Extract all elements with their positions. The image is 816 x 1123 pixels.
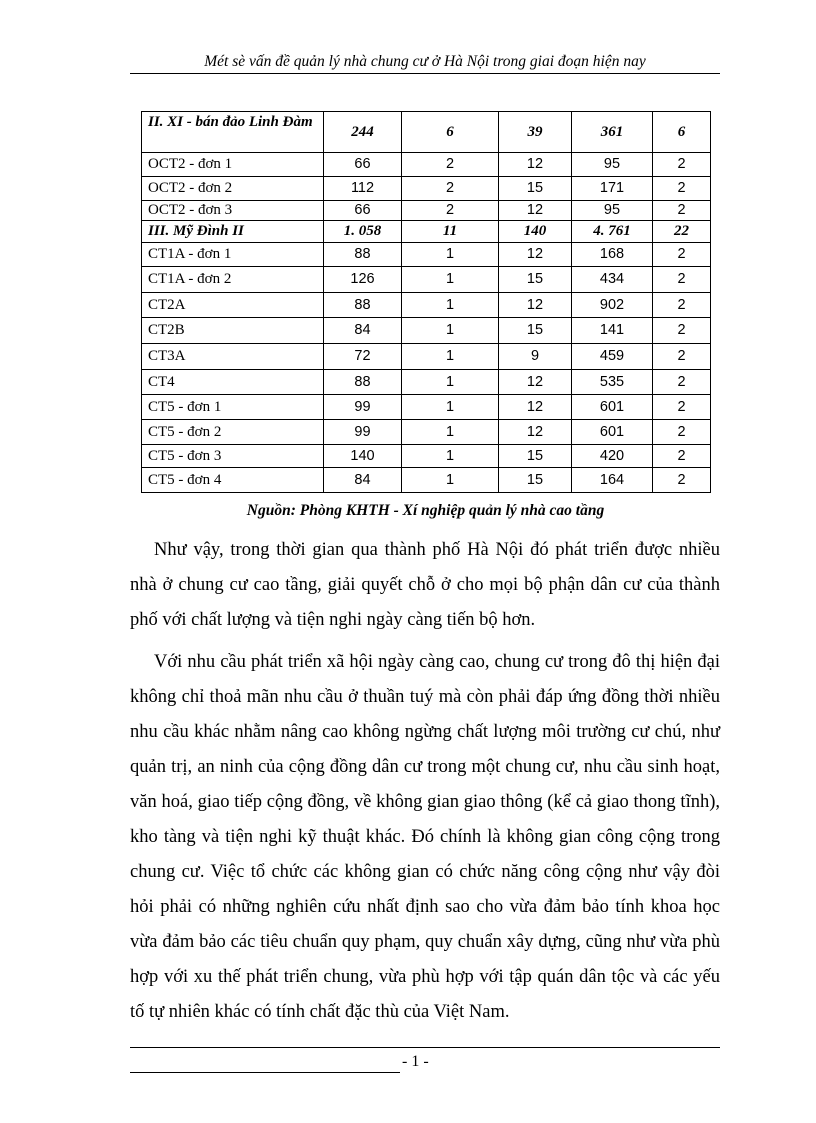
table-cell-value: 2	[653, 153, 711, 177]
table-cell-value: 6	[402, 112, 499, 153]
table-cell-value: 95	[572, 201, 653, 221]
table-cell-value: 140	[324, 445, 402, 468]
table-cell-value: 66	[324, 201, 402, 221]
table-cell-value: 1	[402, 370, 499, 395]
table-body	[142, 112, 711, 493]
table-cell-value: 2	[653, 177, 711, 201]
table-cell-value: 39	[499, 112, 572, 153]
table-cell-value: 84	[324, 468, 402, 493]
page-number: - 1 -	[402, 1053, 429, 1070]
table-cell-value: 99	[324, 395, 402, 420]
table-cell-name: II. XI - bán đảo Linh Đàm	[142, 112, 324, 153]
table-row	[142, 243, 711, 267]
table-cell-value: 12	[499, 395, 572, 420]
table-cell-name: III. Mỹ Đình II	[142, 221, 324, 243]
table-cell-value: 12	[499, 420, 572, 445]
table-row	[142, 153, 711, 177]
table-cell-name: CT5 - đơn 1	[142, 395, 324, 420]
table-cell-value: 88	[324, 370, 402, 395]
table-row	[142, 177, 711, 201]
table-cell-value: 601	[572, 395, 653, 420]
table-cell-value: 2	[653, 201, 711, 221]
table-row	[142, 370, 711, 395]
table-cell-value: 15	[499, 318, 572, 344]
table-cell-name: CT1A - đơn 1	[142, 243, 324, 267]
table-row	[142, 201, 711, 221]
table-cell-value: 141	[572, 318, 653, 344]
table-cell-value: 244	[324, 112, 402, 153]
table-cell-value: 12	[499, 243, 572, 267]
table-cell-value: 2	[653, 468, 711, 493]
table-cell-value: 164	[572, 468, 653, 493]
table-row	[142, 445, 711, 468]
table-cell-name: OCT2 - đơn 2	[142, 177, 324, 201]
table-cell-value: 6	[653, 112, 711, 153]
table-cell-value: 1	[402, 293, 499, 318]
table-group-row	[142, 221, 711, 243]
table-cell-value: 15	[499, 468, 572, 493]
table-cell-value: 95	[572, 153, 653, 177]
table-cell-name: CT3A	[142, 344, 324, 370]
table-cell-value: 15	[499, 445, 572, 468]
table-cell-value: 4. 761	[572, 221, 653, 243]
table-cell-value: 2	[402, 177, 499, 201]
table-cell-value: 11	[402, 221, 499, 243]
table-cell-value: 72	[324, 344, 402, 370]
table-source-caption: Nguồn: Phòng KHTH - Xí nghiệp quản lý nhà cao tầng	[246, 502, 605, 519]
table-cell-value: 2	[402, 153, 499, 177]
table-cell-value: 168	[572, 243, 653, 267]
table-cell-value: 2	[653, 267, 711, 293]
table-cell-value: 1	[402, 468, 499, 493]
table-cell-value: 12	[499, 293, 572, 318]
table-cell-value: 15	[499, 267, 572, 293]
table-cell-value: 12	[499, 153, 572, 177]
table-cell-name: OCT2 - đơn 3	[142, 201, 324, 221]
table-cell-value: 2	[653, 344, 711, 370]
table-cell-name: CT2B	[142, 318, 324, 344]
table-cell-value: 1	[402, 267, 499, 293]
table-group-row	[142, 112, 711, 153]
table-cell-value: 88	[324, 293, 402, 318]
table-cell-value: 434	[572, 267, 653, 293]
table-cell-value: 1. 058	[324, 221, 402, 243]
header-rule	[130, 73, 720, 74]
table-cell-name: CT5 - đơn 4	[142, 468, 324, 493]
table-cell-value: 2	[653, 445, 711, 468]
table-row	[142, 395, 711, 420]
table-cell-value: 15	[499, 177, 572, 201]
table-cell-value: 601	[572, 420, 653, 445]
running-header: Mét sè vấn đề quản lý nhà chung cư ở Hà Nội trong giai đoạn hiện nay	[204, 53, 646, 70]
table-row	[142, 468, 711, 493]
table-row	[142, 267, 711, 293]
table-row	[142, 344, 711, 370]
table-cell-value: 140	[499, 221, 572, 243]
table-cell-name: CT2A	[142, 293, 324, 318]
table-cell-value: 99	[324, 420, 402, 445]
table-cell-value: 66	[324, 153, 402, 177]
table-cell-value: 9	[499, 344, 572, 370]
table-cell-value: 535	[572, 370, 653, 395]
table-cell-value: 171	[572, 177, 653, 201]
table-cell-value: 1	[402, 243, 499, 267]
table-cell-value: 1	[402, 445, 499, 468]
table-cell-value: 22	[653, 221, 711, 243]
table-cell-value: 2	[653, 293, 711, 318]
table-cell-value: 12	[499, 370, 572, 395]
table-cell-value: 126	[324, 267, 402, 293]
body-paragraph: Với nhu cầu phát triển xã hội ngày càng cao, chung cư trong đô thị hiện đại không chỉ thoả mãn nhu cầu ở thuần tuý mà còn phải đáp ứng đồng thời nhiều nhu cầu khác nhằm nâng cao không ngừng chất lượng môi trường cư chú, như quản trị, an ninh của cộng đồng dân cư trong một chung cư, nhu cầu sinh hoạt, văn hoá, giao tiếp cộng đồng, về không gian giao thông (kể cả giao thong tĩnh), kho tàng và tiện nghi kỹ thuật khác. Đó chính là không gian công cộng trong chung cư. Việc tổ chức các không gian có chức năng công cộng như vậy đòi hỏi phải có những nghiên cứu nhất định sao cho vừa đảm bảo tính khoa học vừa đảm bảo các tiêu chuẩn quy phạm, quy chuẩn xây dựng, cũng như vừa phù hợp với xu thế phát triển chung, vừa phù hợp với tập quán dân tộc và các yếu tố tự nhiên khác có tính chất đặc thù của Việt Nam.	[130, 652, 720, 1022]
table-cell-name: CT5 - đơn 2	[142, 420, 324, 445]
table-cell-value: 2	[653, 318, 711, 344]
footer-underline	[130, 1072, 400, 1073]
table-cell-name: CT1A - đơn 2	[142, 267, 324, 293]
table-cell-name: CT5 - đơn 3	[142, 445, 324, 468]
table-cell-value: 2	[653, 370, 711, 395]
table-cell-value: 2	[402, 201, 499, 221]
table-row	[142, 293, 711, 318]
table-cell-name: OCT2 - đơn 1	[142, 153, 324, 177]
table-row	[142, 420, 711, 445]
table-cell-value: 1	[402, 395, 499, 420]
table-row	[142, 318, 711, 344]
footer-rule	[130, 1047, 720, 1048]
table-cell-value: 2	[653, 420, 711, 445]
table-cell-value: 420	[572, 445, 653, 468]
table-cell-value: 88	[324, 243, 402, 267]
table-cell-value: 1	[402, 318, 499, 344]
table-cell-value: 459	[572, 344, 653, 370]
table-cell-value: 1	[402, 344, 499, 370]
table-cell-value: 1	[402, 420, 499, 445]
table-cell-value: 12	[499, 201, 572, 221]
statistics-table	[141, 111, 711, 493]
table-cell-value: 361	[572, 112, 653, 153]
table-cell-value: 2	[653, 243, 711, 267]
table-cell-name: CT4	[142, 370, 324, 395]
table-cell-value: 2	[653, 395, 711, 420]
body-paragraph: Như vậy, trong thời gian qua thành phố Hà Nội đó phát triển được nhiều nhà ở chung cư cao tầng, giải quyết chỗ ở cho mọi bộ phận dân cư của thành phố với chất lượng và tiện nghi ngày càng tiến bộ hơn.	[130, 540, 720, 630]
table-cell-value: 84	[324, 318, 402, 344]
table-cell-value: 112	[324, 177, 402, 201]
table-cell-value: 902	[572, 293, 653, 318]
